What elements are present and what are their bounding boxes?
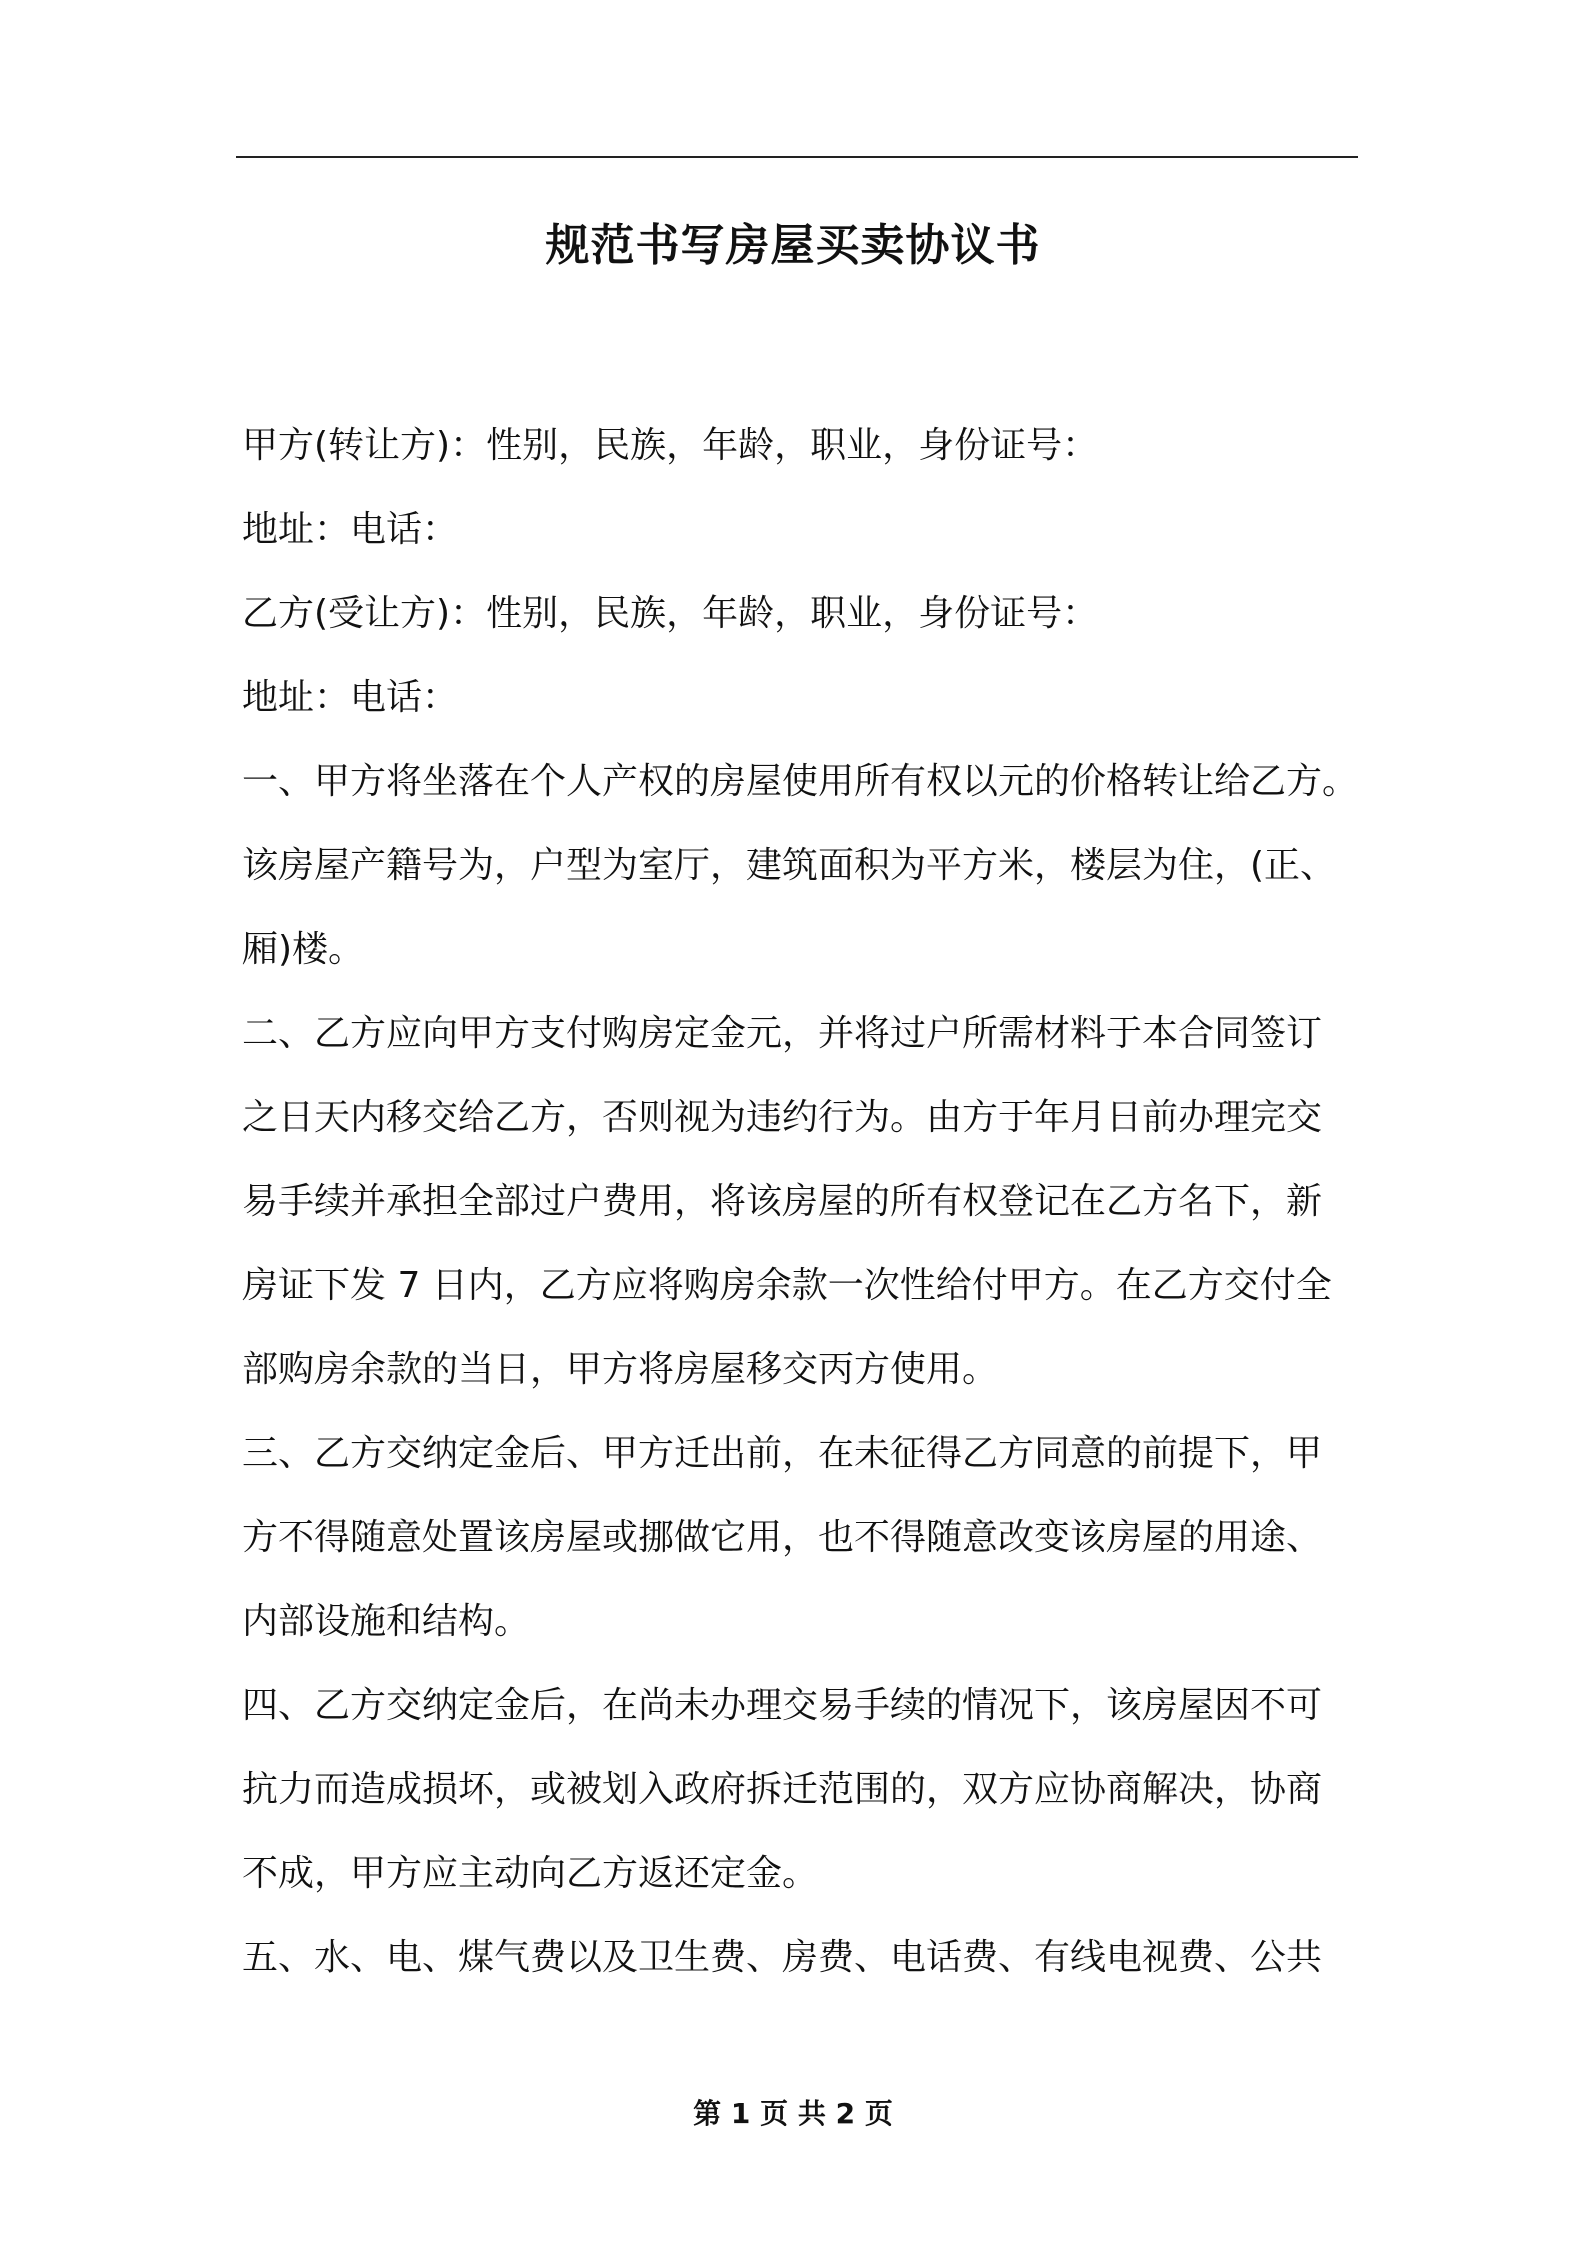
- body-line: 之日天内移交给乙方，否则视为违约行为。由方于年月日前办理完交: [242, 1097, 1323, 1138]
- body-line: 部购房余款的当日，甲方将房屋移交丙方使用。: [242, 1349, 999, 1390]
- body-line: 厢)楼。: [242, 929, 365, 970]
- page-number: 第 1 页 共 2 页: [693, 2097, 893, 2130]
- body-line: 该房屋产籍号为，户型为室厅，建筑面积为平方米，楼层为住，(正、: [242, 845, 1337, 886]
- body-line: 方不得随意处置该房屋或挪做它用，也不得随意改变该房屋的用途、: [242, 1517, 1323, 1558]
- body-line: 一、甲方将坐落在个人产权的房屋使用所有权以元的价格转让给乙方。: [242, 761, 1359, 802]
- body-line: 抗力而造成损坏，或被划入政府拆迁范围的，双方应协商解决，协商: [242, 1769, 1323, 1810]
- body-line: 房证下发 7 日内，乙方应将购房余款一次性给付甲方。在乙方交付全: [242, 1265, 1332, 1306]
- body-line: 易手续并承担全部过户费用，将该房屋的所有权登记在乙方名下，新: [242, 1181, 1323, 1222]
- document-body: [242, 404, 1360, 2000]
- body-line: 地址：电话：: [242, 677, 459, 718]
- body-line: 三、乙方交纳定金后、甲方迁出前，在未征得乙方同意的前提下，甲: [242, 1433, 1323, 1474]
- header-divider: [236, 156, 1358, 158]
- document-title: 规范书写房屋买卖协议书: [545, 220, 1041, 271]
- body-line: 二、乙方应向甲方支付购房定金元，并将过户所需材料于本合同签订: [242, 1013, 1323, 1054]
- body-line: 不成，甲方应主动向乙方返还定金。: [242, 1853, 819, 1894]
- body-line: 四、乙方交纳定金后，在尚未办理交易手续的情况下，该房屋因不可: [242, 1685, 1323, 1726]
- body-line: 地址：电话：: [242, 509, 459, 550]
- body-line: 甲方(转让方)：性别，民族，年龄，职业，身份证号：: [242, 425, 1099, 466]
- body-line: 五、水、电、煤气费以及卫生费、房费、电话费、有线电视费、公共: [242, 1937, 1323, 1978]
- body-line: 内部设施和结构。: [242, 1601, 531, 1642]
- body-line: 乙方(受让方)：性别，民族，年龄，职业，身份证号：: [242, 593, 1099, 634]
